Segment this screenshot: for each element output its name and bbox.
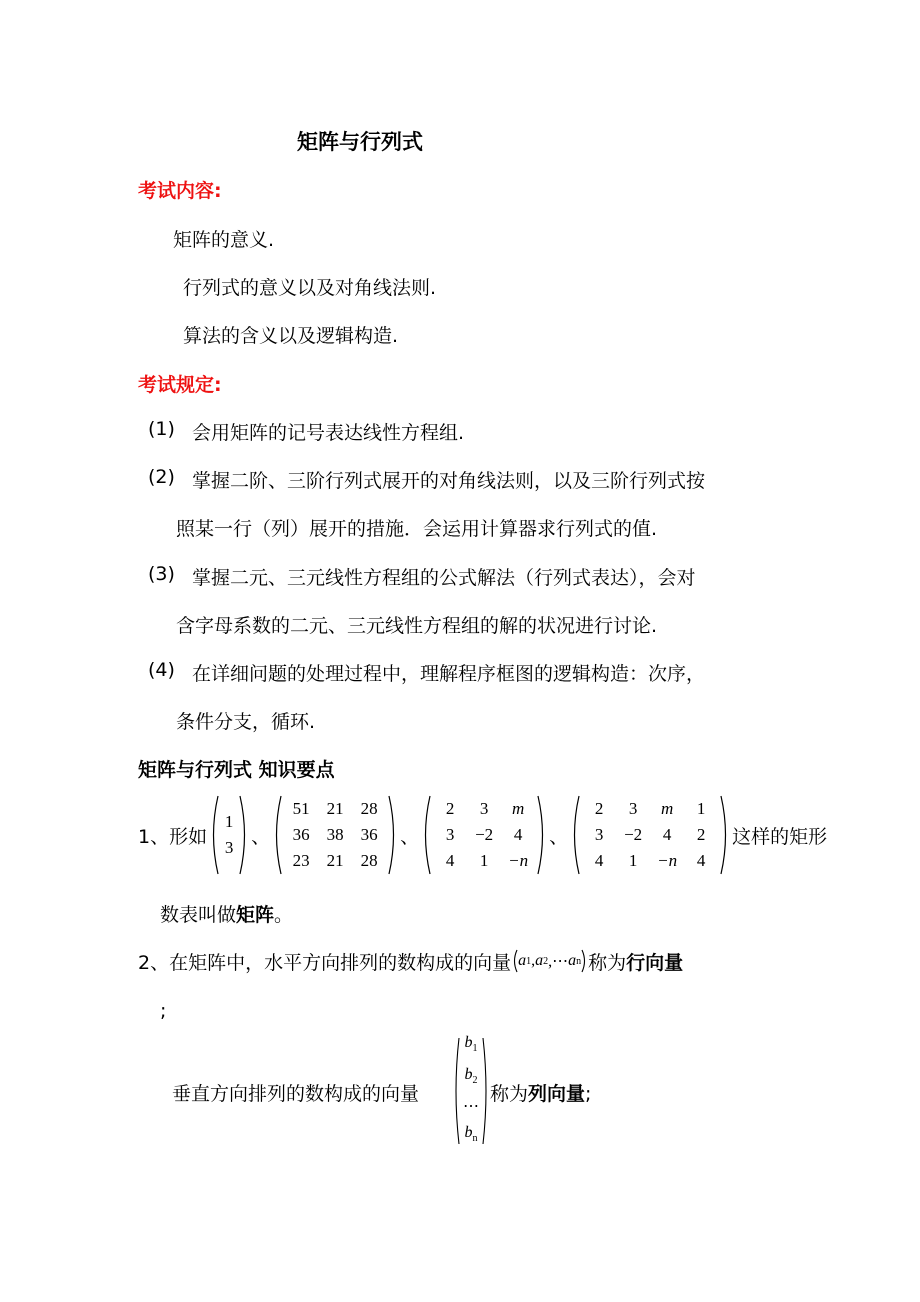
row-vector-an: a	[568, 952, 577, 969]
matrix-cell: −2	[475, 825, 494, 844]
matrix-right-paren	[719, 794, 731, 876]
column-vector-entry: $b_1$	[464, 1033, 478, 1054]
rule-number: (3)	[148, 563, 175, 585]
matrix-grid	[283, 798, 387, 872]
point1-prefix: 1、形如	[138, 825, 208, 848]
matrix-cell: 36	[360, 825, 378, 844]
point2-line3-mid: 称为	[490, 1083, 529, 1105]
column-vector-entry: $b_n$	[464, 1124, 478, 1145]
term-row-vector: 行向量	[626, 951, 684, 974]
row-vector-sn: n	[576, 955, 582, 967]
matrix-cell: 36	[292, 825, 310, 844]
matrix-right-paren	[387, 794, 399, 876]
point2-line3-end	[490, 1079, 591, 1106]
matrix-cell: 3	[479, 799, 489, 818]
matrix-left-paren	[420, 794, 432, 876]
row-vector-a2: a	[535, 952, 544, 969]
point2-line3-semicolon: ;	[585, 1083, 592, 1105]
matrix-cell: 3	[628, 799, 638, 818]
rule-text: 在详细问题的处理过程中，理解程序框图的逻辑构造：次序，	[192, 663, 706, 685]
separator: 、	[549, 825, 569, 848]
matrix-left-paren	[208, 794, 220, 876]
matrix-right-paren	[238, 794, 250, 876]
rule-text: 掌握二元、三元线性方程组的公式解法（行列式表达），会对	[192, 567, 696, 589]
exam-content-heading: 考试内容:	[138, 180, 222, 202]
row-vector-s1: 1	[526, 955, 532, 967]
matrix-cell: 3	[224, 838, 234, 857]
matrix-cell: 4	[696, 851, 706, 870]
matrix-cell: 21	[326, 851, 344, 870]
matrix-cell: 38	[326, 825, 344, 844]
matrix-cell: 4	[445, 851, 455, 870]
term-matrix: 矩阵	[236, 904, 275, 926]
right-paren	[482, 1037, 490, 1145]
point2-line1	[138, 946, 683, 976]
matrix-cell: m	[661, 799, 674, 818]
matrix-example	[208, 793, 250, 877]
point2-line3-text: 垂直方向排列的数构成的向量	[172, 1083, 420, 1105]
point1-line2	[160, 900, 293, 927]
matrix-example	[569, 793, 731, 877]
matrix-grid	[432, 798, 536, 872]
matrix-cell: 51	[292, 799, 310, 818]
row-vector-a1: a	[518, 952, 527, 969]
rule-number: (1)	[148, 418, 175, 440]
left-paren	[511, 949, 518, 973]
separator: 、	[400, 825, 420, 848]
left-paren	[452, 1037, 460, 1145]
matrix-right-paren	[536, 794, 548, 876]
rule-number: (2)	[148, 466, 175, 488]
matrix-left-paren	[271, 794, 283, 876]
rule-text: 条件分支，循环.	[176, 711, 316, 733]
point2-mid: 称为	[588, 951, 627, 974]
column-vector-entry: ⋯	[463, 1098, 479, 1116]
knowledge-heading: 矩阵与行列式 知识要点	[138, 759, 335, 781]
matrix-cell: 4	[662, 825, 672, 844]
matrix-example	[271, 793, 399, 877]
matrix-cell: 2	[696, 825, 706, 844]
column-vector-entry: $b_2$	[464, 1065, 478, 1087]
column-vector-entries	[460, 1030, 482, 1153]
point1-line2-end: 。	[274, 904, 294, 926]
matrix-cell: 28	[360, 799, 378, 818]
matrix-cell: 4	[594, 851, 604, 870]
term-column-vector: 列向量	[528, 1083, 586, 1105]
point1-suffix: 这样的矩形	[732, 825, 828, 848]
matrix-cell: 4	[513, 825, 523, 844]
matrix-cell: −n	[657, 851, 678, 870]
matrix-example	[420, 793, 548, 877]
exam-content-item: 行列式的意义以及对角线法则.	[183, 277, 437, 299]
point2-semicolon: ;	[160, 1000, 167, 1022]
row-vector: a 1 , a 2 ,⋯ a n	[511, 949, 588, 973]
matrix-cell: 1	[696, 799, 706, 818]
matrix-cell: 3	[594, 825, 604, 844]
rule-text: 含字母系数的二元、三元线性方程组的解的状况进行讨论.	[176, 615, 658, 637]
matrix-grid	[581, 798, 719, 872]
matrix-cell: 2	[594, 799, 604, 818]
exam-content-item: 矩阵的意义.	[173, 229, 275, 251]
matrix-left-paren	[569, 794, 581, 876]
row-vector-s2: 2	[543, 955, 549, 967]
right-paren	[581, 949, 588, 973]
matrix-cell: 28	[360, 851, 378, 870]
matrix-cell: 21	[326, 799, 344, 818]
matrix-cell: −n	[508, 851, 529, 870]
matrix-cell: m	[511, 799, 525, 818]
matrix-cell: 2	[445, 799, 455, 818]
point1-line2-text: 数表叫做	[160, 904, 237, 926]
separator: 、	[251, 825, 271, 848]
exam-content-item: 算法的含义以及逻辑构造.	[183, 325, 399, 347]
matrix-cell: 3	[445, 825, 455, 844]
matrix-cell: 1	[479, 851, 489, 870]
matrix-cell: 1	[224, 812, 234, 831]
exam-rules-heading: 考试规定:	[138, 374, 222, 396]
rule-text: 照某一行（列）展开的措施．会运用计算器求行列式的值.	[176, 518, 658, 540]
rule-text: 掌握二阶、三阶行列式展开的对角线法则，以及三阶行列式按	[192, 470, 706, 492]
matrix-cell: 1	[628, 851, 638, 870]
page-title: 矩阵与行列式	[297, 130, 423, 154]
rule-text: 会用矩阵的记号表达线性方程组.	[192, 422, 465, 444]
column-vector	[452, 1033, 490, 1146]
matrix-cell: 23	[292, 851, 310, 870]
row-vector-dots: ,⋯	[548, 953, 569, 970]
matrix-examples-row	[138, 793, 827, 877]
rule-number: (4)	[148, 659, 175, 681]
matrix-cell: −2	[624, 825, 643, 844]
matrix-grid	[220, 811, 238, 859]
point2-prefix: 2、在矩阵中，水平方向排列的数构成的向量	[138, 951, 512, 974]
